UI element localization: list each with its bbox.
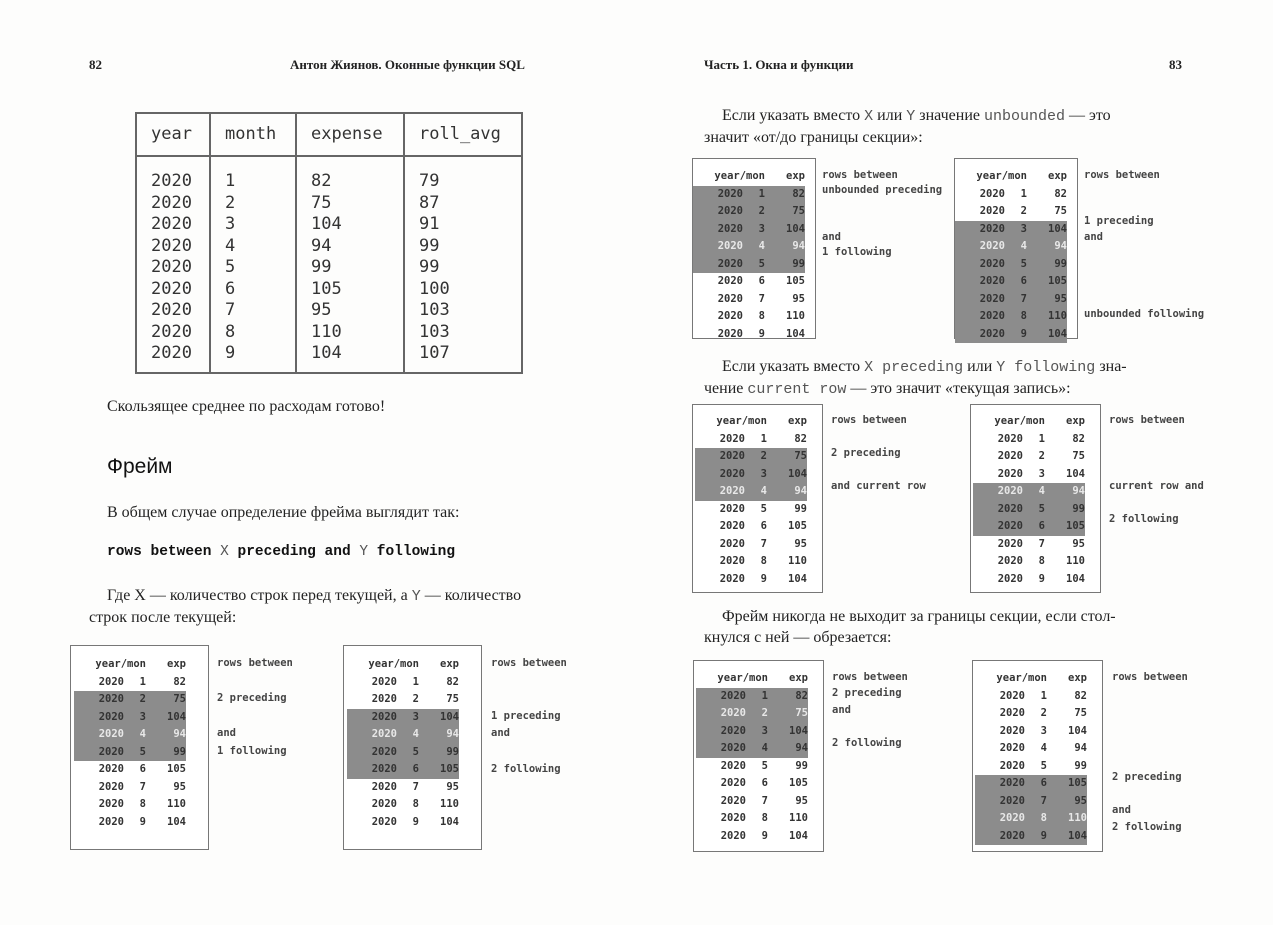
diagram-row: 2020 8 110	[371, 798, 459, 810]
diagram-label: unbounded preceding	[822, 184, 943, 196]
diagram-row: 2020 9 104	[955, 326, 1067, 344]
col-header-expense: expense	[296, 113, 404, 156]
diagram-label: rows between	[491, 657, 567, 669]
diagram-row: 2020 2 75	[371, 693, 459, 705]
table-cell: 82	[296, 156, 404, 193]
diagram-row: 2020 2 75	[999, 707, 1087, 719]
table-cell: 79	[404, 156, 522, 193]
diagram-row: 2020 7 95	[975, 793, 1087, 811]
paragraph-general: В общем случае определение фрейма выглядит так:	[107, 504, 460, 521]
diagram-row: 2020 9 104	[98, 815, 186, 828]
diagram-grid	[963, 168, 1067, 343]
diagram-row: 2020 3 104	[997, 467, 1085, 480]
diagram-header-exp: exp	[1068, 672, 1087, 684]
diagram-header-yearmon: year/mon	[95, 658, 146, 670]
diagram-row: 2020 8 110	[720, 812, 808, 824]
diagram-label: 2 preceding	[831, 447, 901, 459]
diagram-label: and	[832, 704, 851, 716]
syntax-kw-following: following	[376, 544, 456, 560]
table-cell: 7	[210, 300, 296, 322]
diagram-header	[355, 656, 459, 674]
diagram-header-yearmon: year/mon	[717, 672, 768, 684]
diagram-label: 1 preceding	[1084, 215, 1154, 227]
diagram-row: 2020 6 105	[975, 775, 1087, 793]
col-header-roll-avg: roll_avg	[404, 113, 522, 156]
table-cell: 99	[404, 236, 522, 258]
diagram-label: and	[491, 727, 510, 739]
diagram-row: 2020 9 104	[720, 829, 808, 842]
diagram-row: 2020 7 95	[719, 537, 807, 550]
diagram-row: 2020 5 99	[720, 759, 808, 772]
table-cell: 91	[404, 214, 522, 236]
table-row	[136, 343, 522, 373]
diagram-label: rows between	[822, 169, 898, 181]
diagram-row: 2020 6 105	[347, 761, 459, 779]
diagram-row: 2020 8 110	[955, 308, 1067, 326]
running-head-right: Часть 1. Окна и функции	[704, 57, 854, 72]
diagram-row: 2020 2 75	[74, 691, 186, 709]
diagram-row: 2020 7 95	[720, 794, 808, 807]
diagram-label: rows between	[831, 414, 907, 426]
diagram-row: 2020 5 99	[973, 501, 1085, 519]
diagram-row: 2020 6 105	[98, 763, 186, 775]
table-cell: 2020	[136, 214, 210, 236]
diagram-row: 2020 3 104	[693, 221, 805, 239]
paragraph-done: Скользящее среднее по расходам готово!	[107, 398, 386, 415]
table-cell: 107	[404, 343, 522, 373]
page-number-left: 82	[89, 57, 102, 72]
diagram-row: 2020 6 105	[719, 520, 807, 532]
table-row	[136, 214, 522, 236]
syntax-kw-preceding-and: preceding and	[237, 544, 351, 560]
diagram-row: 2020 3 104	[347, 709, 459, 727]
diagram-row: 2020 7 95	[955, 291, 1067, 309]
table-cell: 110	[296, 322, 404, 344]
diagram-label: 2 following	[491, 763, 561, 775]
table-cell: 99	[296, 257, 404, 279]
diagram-row: 2020 1 82	[999, 689, 1087, 702]
diagram-label: rows between	[1084, 169, 1160, 181]
diagram-label: 2 preceding	[1112, 771, 1182, 783]
diagram-header-exp: exp	[788, 415, 807, 427]
table-cell: 2020	[136, 300, 210, 322]
syntax-kw-rows-between: rows between	[107, 544, 212, 560]
diagram-header-exp: exp	[167, 658, 186, 670]
table-cell: 95	[296, 300, 404, 322]
diagram-row: 2020 3 104	[696, 723, 808, 741]
diagram-row: 2020 3 104	[74, 709, 186, 727]
table-row	[136, 279, 522, 301]
table-cell: 104	[296, 214, 404, 236]
table-cell: 103	[404, 300, 522, 322]
diagram-header	[983, 670, 1087, 688]
diagram-label: rows between	[832, 671, 908, 683]
diagram-label: 1 following	[822, 246, 892, 258]
diagram-header	[82, 656, 186, 674]
diagram-label: rows between	[217, 657, 293, 669]
diagram-label: and	[217, 727, 236, 739]
table-cell: 99	[404, 257, 522, 279]
frame-syntax	[107, 544, 455, 560]
diagram-label: and current row	[831, 480, 926, 492]
table-row	[136, 156, 522, 193]
diagram-row: 2020 3 104	[955, 221, 1067, 239]
table-cell: 87	[404, 193, 522, 215]
running-head-left: Антон Жиянов. Оконные функции SQL	[290, 57, 525, 72]
diagram-row: 2020 7 95	[997, 537, 1085, 550]
diagram-label: and	[1084, 231, 1103, 243]
table-cell: 2	[210, 193, 296, 215]
table-cell: 105	[296, 279, 404, 301]
col-header-month: month	[210, 113, 296, 156]
section-heading: Фрейм	[107, 455, 173, 478]
diagram-row: 2020 9 104	[975, 828, 1087, 846]
diagram-row: 2020 6 105	[973, 518, 1085, 536]
diagram-row: 2020 6 105	[720, 777, 808, 789]
table-cell: 100	[404, 279, 522, 301]
diagram-row-current: 2020 4 94	[973, 483, 1085, 501]
diagram-row: 2020 7 95	[717, 292, 805, 305]
diagram-label: 1 preceding	[491, 710, 561, 722]
paragraph-current-row: Если указать вместо X preceding или Y following зна- чение current row — это значит «текущая запись»:	[704, 358, 1127, 398]
diagram-grid	[355, 656, 459, 831]
table-row	[136, 193, 522, 215]
diagram-row: 2020 8 110	[719, 555, 807, 567]
syntax-y: Y	[359, 544, 369, 560]
table-row	[136, 322, 522, 344]
diagram-row: 2020 5 99	[693, 256, 805, 274]
table-cell: 6	[210, 279, 296, 301]
diagram-row: 2020 9 104	[371, 815, 459, 828]
diagram-row: 2020 8 110	[997, 555, 1085, 567]
diagram-header-exp: exp	[786, 170, 805, 182]
diagram-header	[963, 168, 1067, 186]
table-cell: 1	[210, 156, 296, 193]
diagram-row-current: 2020 4 94	[74, 726, 186, 744]
diagram-row: 2020 1 82	[696, 688, 808, 706]
diagram-row: 2020 5 99	[719, 502, 807, 515]
diagram-row-current: 2020 4 94	[695, 483, 807, 501]
diagram-grid	[82, 656, 186, 831]
diagram-row: 2020 2 75	[693, 203, 805, 221]
diagram-row: 2020 6 105	[717, 275, 805, 287]
diagram-row: 2020 1 82	[371, 675, 459, 688]
paragraph-clip: Фрейм никогда не выходит за границы секции, если стол- кнулся с ней — обрезается:	[704, 608, 1116, 646]
diagram-grid	[701, 168, 805, 343]
table-cell: 94	[296, 236, 404, 258]
diagram-row: 2020 1 82	[693, 186, 805, 204]
diagram-row: 2020 4 94	[696, 740, 808, 758]
diagram-row: 2020 5 99	[999, 759, 1087, 772]
diagram-label: 2 preceding	[832, 687, 902, 699]
diagram-row: 2020 5 99	[74, 744, 186, 762]
diagram-row: 2020 1 82	[997, 432, 1085, 445]
diagram-row: 2020 7 95	[371, 780, 459, 793]
diagram-label: unbounded following	[1084, 308, 1205, 320]
table-row	[136, 257, 522, 279]
table-cell: 75	[296, 193, 404, 215]
diagram-row-current: 2020 8 110	[975, 810, 1087, 828]
roll-avg-table	[135, 112, 523, 374]
paragraph-xy: Где X — количество строк перед текущей, а Y — количество строк после текущей:	[89, 587, 522, 626]
diagram-label: 1 following	[217, 745, 287, 757]
syntax-x: X	[220, 544, 229, 560]
diagram-row: 2020 3 104	[999, 724, 1087, 737]
page-number-right: 83	[1169, 57, 1182, 72]
diagram-row: 2020 2 75	[997, 450, 1085, 462]
table-cell: 9	[210, 343, 296, 373]
diagram-grid	[981, 413, 1085, 588]
diagram-grid	[983, 670, 1087, 845]
diagram-header-exp: exp	[440, 658, 459, 670]
table-cell: 5	[210, 257, 296, 279]
table-cell: 2020	[136, 257, 210, 279]
diagram-header	[701, 168, 805, 186]
diagram-label: 2 following	[1109, 513, 1179, 525]
diagram-row: 2020 5 99	[347, 744, 459, 762]
diagram-row: 2020 1 82	[98, 675, 186, 688]
diagram-label: and	[1112, 804, 1131, 816]
diagram-header-yearmon: year/mon	[994, 415, 1045, 427]
diagram-row-current: 2020 4 94	[693, 238, 805, 256]
diagram-row: 2020 9 104	[997, 572, 1085, 585]
diagram-row: 2020 8 110	[98, 798, 186, 810]
diagram-header	[704, 670, 808, 688]
table-cell: 2020	[136, 236, 210, 258]
col-header-year: year	[136, 113, 210, 156]
diagram-label: rows between	[1112, 671, 1188, 683]
table-cell: 3	[210, 214, 296, 236]
diagram-row: 2020 2 75	[695, 448, 807, 466]
table-cell: 2020	[136, 193, 210, 215]
diagram-label: current row and	[1109, 480, 1204, 492]
diagram-header-yearmon: year/mon	[716, 415, 767, 427]
diagram-row: 2020 1 82	[719, 432, 807, 445]
diagram-row: 2020 9 104	[717, 327, 805, 340]
diagram-row: 2020 8 110	[717, 310, 805, 322]
table-cell: 2020	[136, 279, 210, 301]
diagram-header-yearmon: year/mon	[996, 672, 1047, 684]
diagram-header-yearmon: year/mon	[714, 170, 765, 182]
table-row	[136, 236, 522, 258]
diagram-header-exp: exp	[789, 672, 808, 684]
diagram-label: 2 following	[1112, 821, 1182, 833]
table-row	[136, 300, 522, 322]
diagram-row: 2020 6 105	[955, 273, 1067, 291]
diagram-header	[981, 413, 1085, 431]
diagram-row: 2020 5 99	[955, 256, 1067, 274]
diagram-row: 2020 4 94	[999, 742, 1087, 754]
diagram-label: and	[822, 231, 841, 243]
table-cell: 104	[296, 343, 404, 373]
table-cell: 2020	[136, 343, 210, 373]
diagram-header-exp: exp	[1048, 170, 1067, 182]
table-cell: 103	[404, 322, 522, 344]
diagram-grid	[703, 413, 807, 588]
diagram-header-exp: exp	[1066, 415, 1085, 427]
diagram-header-yearmon: year/mon	[976, 170, 1027, 182]
diagram-row: 2020 7 95	[98, 780, 186, 793]
diagram-label: 2 preceding	[217, 692, 287, 704]
table-cell: 2020	[136, 322, 210, 344]
diagram-row-current: 2020 4 94	[347, 726, 459, 744]
table-cell: 2020	[136, 156, 210, 193]
diagram-label: rows between	[1109, 414, 1185, 426]
diagram-row-current: 2020 2 75	[696, 705, 808, 723]
table-cell: 8	[210, 322, 296, 344]
diagram-row: 2020 9 104	[719, 572, 807, 585]
diagram-row: 2020 3 104	[695, 466, 807, 484]
paragraph-unbounded: Если указать вместо X или Y значение unbounded — это значит «от/до границы секции»:	[704, 107, 1111, 146]
diagram-row: 2020 1 82	[979, 187, 1067, 200]
diagram-header	[703, 413, 807, 431]
diagram-row: 2020 2 75	[979, 205, 1067, 217]
diagram-grid	[704, 670, 808, 845]
diagram-row-current: 2020 4 94	[955, 238, 1067, 256]
diagram-header-yearmon: year/mon	[368, 658, 419, 670]
diagram-label: 2 following	[832, 737, 902, 749]
table-cell: 4	[210, 236, 296, 258]
